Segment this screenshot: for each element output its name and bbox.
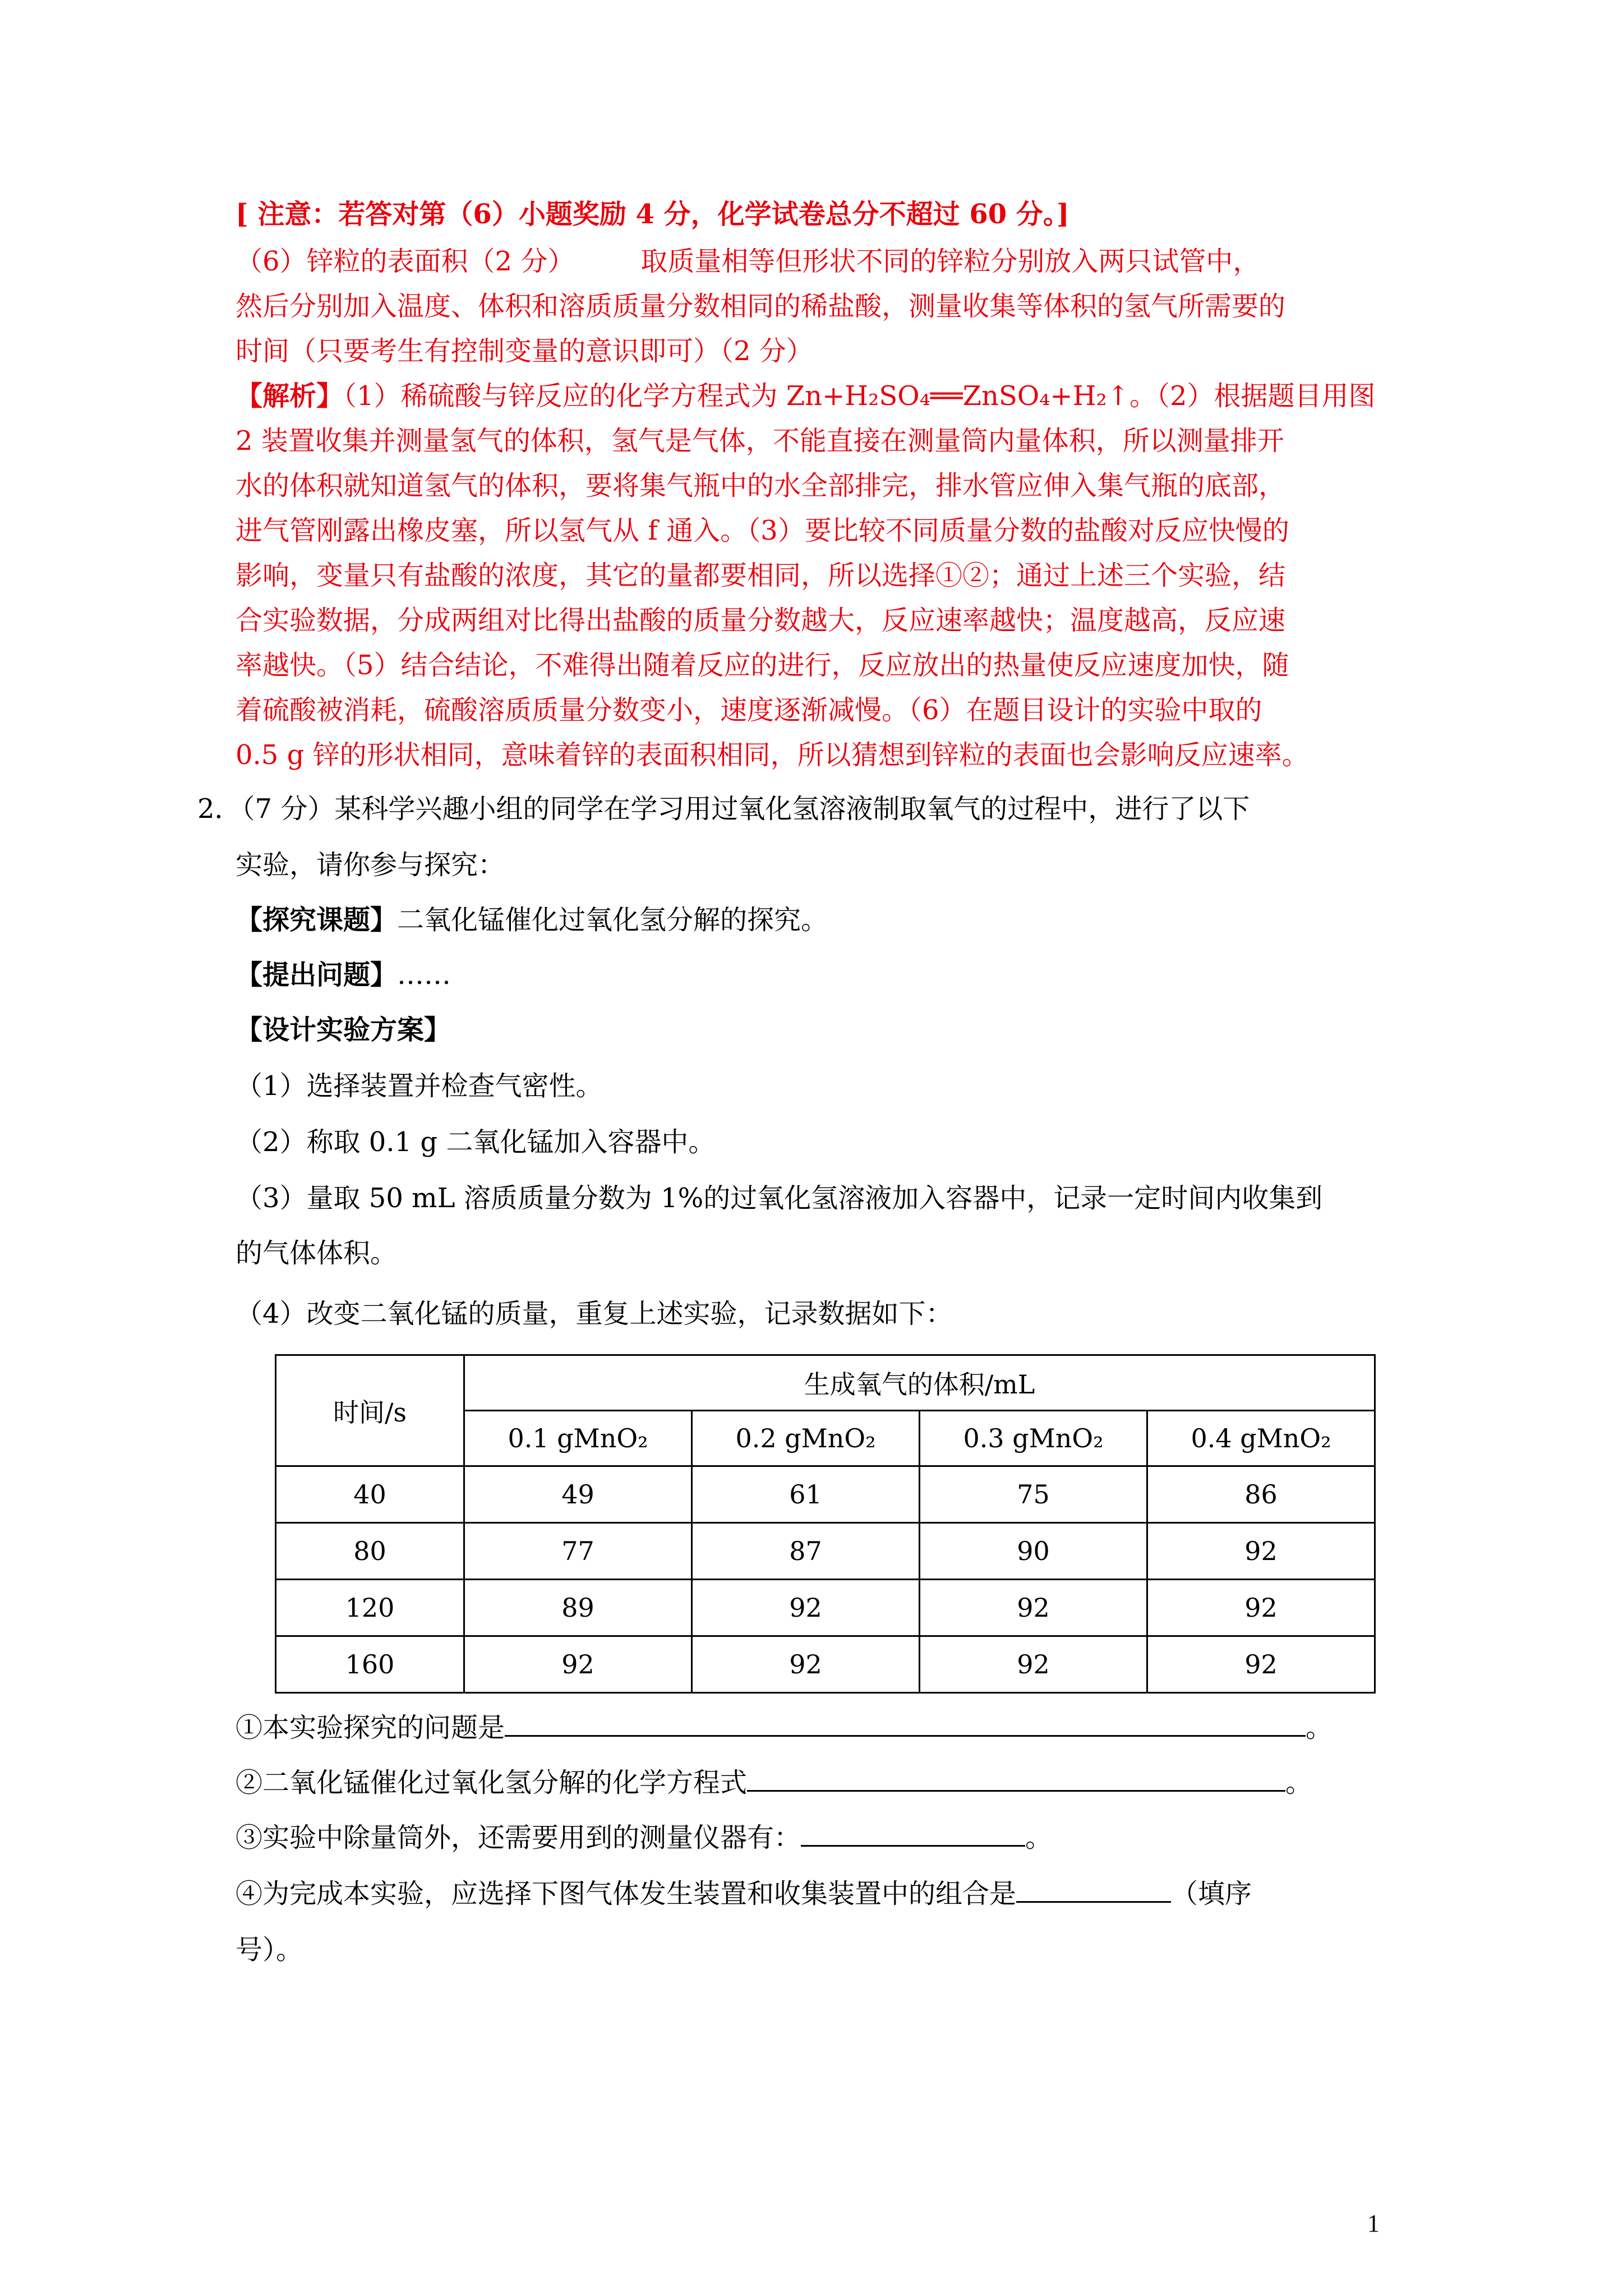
q2-intro-line-1: 2．（7 分）某科学兴趣小组的同学在学习用过氧化氢溶液制取氧气的过程中，进行了以下 [197,793,1250,825]
answer-blank-1[interactable] [505,1713,1306,1737]
step-3-line-2: 的气体体积。 [236,1237,398,1269]
sub-question-2 [236,1766,1312,1800]
answer-6-line-1 [236,245,1260,278]
volume-cell: 92 [920,1580,1147,1636]
sub-question-3 [236,1821,1052,1855]
volume-cell: 75 [920,1466,1147,1523]
column-header: 0.1 gMnO₂ [464,1411,692,1466]
analysis-text-1: （1）稀硫酸与锌反应的化学方程式为 Zn+H₂SO₄══ZnSO₄+H₂↑。（2）根据题目用图 [343,380,1376,412]
sub-question-2-end: 。 [1285,1767,1313,1798]
step-3-line-1: （3）量取 50 mL 溶质质量分数为 1%的过氧化氢溶液加入容器中，记录一定时间内收集到 [236,1182,1323,1214]
answer-blank-3[interactable] [801,1823,1025,1847]
q2-topic [236,903,828,937]
q2-design-label: 【设计实验方案】 [236,1014,451,1046]
topic-text: 二氧化锰催化过氧化氢分解的探究。 [397,904,828,936]
step-4: （4）改变二氧化锰的质量，重复上述实验，记录数据如下： [236,1298,953,1329]
sub-question-1-end: 。 [1306,1712,1333,1743]
volume-cell: 92 [1147,1636,1375,1693]
volume-cell: 92 [1147,1580,1375,1636]
volume-cell: 92 [1147,1523,1375,1580]
column-header: 0.2 gMnO₂ [692,1411,920,1466]
sub-question-1 [236,1711,1332,1745]
page-number: 1 [1367,2210,1380,2237]
notice-heading: [ 注意：若答对第（6）小题奖励 4 分，化学试卷总分不超过 60 分。] [236,199,1069,230]
step-2: （2）称取 0.1 g 二氧化锰加入容器中。 [236,1126,716,1158]
answer-6-title: （6）锌粒的表面积（2 分） [236,246,575,277]
step-1: （1）选择装置并检查气密性。 [236,1070,603,1102]
sub-question-4-end: （填序 [1171,1878,1252,1910]
analysis-line-8: 着硫酸被消耗，硫酸溶质质量分数变小，速度逐渐减慢。（6）在题目设计的实验中取的 [236,694,1262,726]
topic-label: 【探究课题】 [236,904,398,936]
answer-blank-2[interactable] [747,1768,1285,1792]
answer-6-method: 取质量相等但形状不同的锌粒分别放入两只试管中， [640,246,1260,277]
sub-question-3-text: ③实验中除量筒外，还需要用到的测量仪器有： [236,1822,801,1853]
column-header: 0.4 gMnO₂ [1147,1411,1375,1466]
volume-cell: 86 [1147,1466,1375,1523]
sub-question-4-line-1 [236,1877,1252,1911]
volume-cell: 92 [692,1580,920,1636]
volume-cell: 92 [692,1636,920,1693]
sub-question-4-line-2: 号）。 [236,1934,303,1966]
oxygen-volume-table [275,1354,1376,1694]
analysis-line-3: 水的体积就知道氢气的体积，要将集气瓶中的水全部排完，排水管应伸入集气瓶的底部， [236,470,1286,501]
volume-cell: 87 [692,1523,920,1580]
sub-question-2-text: ②二氧化锰催化过氧化氢分解的化学方程式 [236,1767,748,1798]
analysis-line-4: 进气管刚露出橡皮塞，所以氢气从 f 通入。（3）要比较不同质量分数的盐酸对反应快慢的 [236,515,1289,546]
time-cell: 120 [276,1580,464,1636]
table-row [276,1580,1375,1636]
analysis-label: 【解析】 [236,380,344,412]
q2-intro-line-2: 实验，请你参与探究： [236,849,505,881]
volume-cell: 77 [464,1523,692,1580]
answer-6-line-2: 然后分别加入温度、体积和溶质质量分数相同的稀盐酸，测量收集等体积的氢气所需要的 [236,291,1286,322]
question-label: 【提出问题】 [236,959,398,991]
analysis-line-7: 率越快。（5）结合结论，不难得出随着反应的进行，反应放出的热量使反应速度加快，随 [236,650,1289,681]
sub-question-4-text: ④为完成本实验，应选择下图气体发生装置和收集装置中的组合是 [236,1878,1017,1910]
analysis-line-1 [236,379,1376,413]
time-cell: 80 [276,1523,464,1580]
analysis-line-2: 2 装置收集并测量氢气的体积，氢气是气体，不能直接在测量筒内量体积，所以测量排开 [236,425,1284,457]
analysis-line-9: 0.5 g 锌的形状相同，意味着锌的表面积相同，所以猜想到锌粒的表面也会影响反应速率。 [236,739,1309,771]
volume-cell: 92 [464,1636,692,1693]
analysis-line-5: 影响，变量只有盐酸的浓度，其它的量都要相同，所以选择①②；通过上述三个实验，结 [236,560,1286,591]
sub-question-1-text: ①本实验探究的问题是 [236,1712,505,1743]
answer-6-line-3: 时间（只要考生有控制变量的意识即可）（2 分） [236,335,813,367]
table-row [276,1466,1375,1523]
time-header: 时间/s [276,1355,464,1466]
volume-header: 生成氧气的体积/mL [464,1355,1375,1411]
table-row [276,1636,1375,1693]
volume-cell: 92 [920,1636,1147,1693]
q2-question [236,958,451,992]
column-header: 0.3 gMnO₂ [920,1411,1147,1466]
volume-cell: 61 [692,1466,920,1523]
time-cell: 40 [276,1466,464,1523]
table-row [276,1523,1375,1580]
question-text: …… [397,959,451,991]
answer-blank-4[interactable] [1016,1879,1171,1903]
volume-cell: 49 [464,1466,692,1523]
sub-question-3-end: 。 [1025,1822,1053,1853]
analysis-line-6: 合实验数据，分成两组对比得出盐酸的质量分数越大，反应速率越快；温度越高，反应速 [236,605,1286,636]
volume-cell: 90 [920,1523,1147,1580]
volume-cell: 89 [464,1580,692,1636]
time-cell: 160 [276,1636,464,1693]
